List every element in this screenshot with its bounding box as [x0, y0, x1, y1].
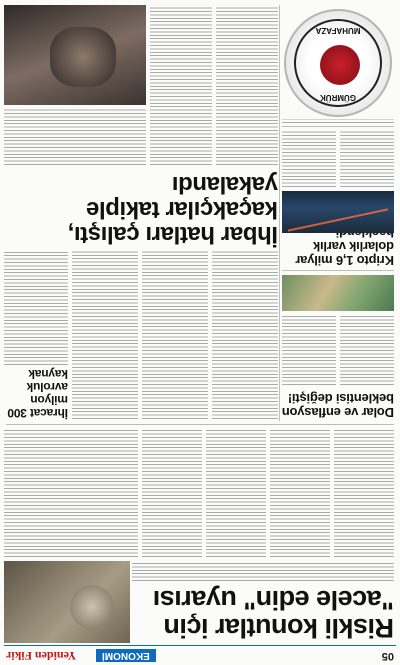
header-rule	[4, 645, 396, 646]
seal-emblem-icon	[320, 45, 360, 85]
main-story-column-3	[4, 109, 146, 165]
top-story-column-4	[142, 429, 202, 557]
main-story-column-2	[150, 7, 212, 165]
side-story-3-column-2	[142, 251, 208, 419]
divider	[279, 5, 280, 421]
side-story-3-column-3	[72, 251, 138, 419]
side-story-3-headline: İhracat 300 milyon avroluk kaynak	[7, 367, 68, 420]
divider	[6, 424, 394, 425]
seal-caption	[282, 119, 394, 123]
side-story-2-headline: Kripto 1,6 milyar dolarlık varlık	[295, 239, 394, 268]
top-story-photo	[4, 561, 130, 643]
top-story-column-5	[4, 429, 138, 557]
masthead-logo: Yeniden Fikir	[6, 649, 77, 663]
top-story-column-2	[270, 429, 330, 557]
top-story-deck	[132, 563, 394, 581]
seal-top-text: GÜMRÜK	[320, 93, 356, 102]
main-story-headline: İhbar hatları çalıştı, kaçakçılar takiple yakalandı	[68, 171, 278, 248]
page-number: 05	[381, 650, 394, 662]
section-label: EKONOMİ	[96, 649, 156, 662]
main-story-column-1	[216, 7, 278, 165]
customs-seal-logo	[284, 9, 392, 117]
crypto-chart-photo	[282, 191, 394, 233]
top-story-column-3	[206, 429, 266, 557]
side-story-1-column-1	[340, 315, 394, 385]
side-story-2-column-2	[282, 131, 336, 187]
page-header	[0, 645, 400, 665]
side-story-2-column-1	[340, 131, 394, 187]
top-story-column-1	[334, 429, 394, 557]
side-story-1-headline: Dolar ve enflasyon beklentisi değişti!	[282, 391, 394, 420]
top-story-headline: Riskli konutlar için "acele edin" uyarısı	[153, 585, 394, 643]
banknotes-photo	[282, 275, 394, 311]
divider	[282, 270, 394, 271]
side-story-3-column-4	[4, 251, 68, 365]
seal-bottom-text: MUHAFAZA	[315, 26, 361, 35]
main-story-photo	[4, 5, 146, 105]
divider	[282, 126, 394, 127]
side-story-3-column-1	[212, 251, 278, 419]
side-story-1-column-2	[282, 315, 336, 385]
